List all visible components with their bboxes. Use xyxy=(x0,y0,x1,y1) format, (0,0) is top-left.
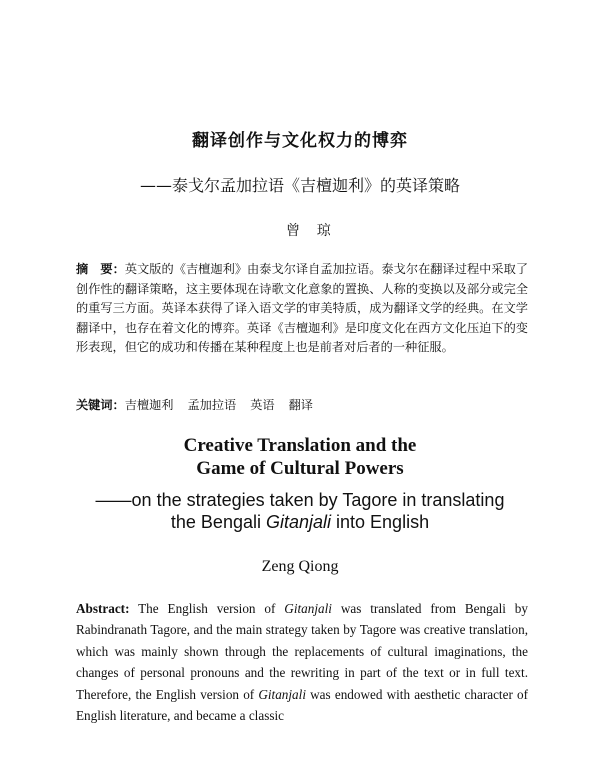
subtitle-italic: Gitanjali xyxy=(265,512,332,532)
subtitle-pre: the Bengali xyxy=(170,512,266,532)
keyword: 英语 xyxy=(250,398,275,412)
english-subtitle xyxy=(0,489,600,533)
english-title xyxy=(0,434,600,480)
chinese-title: 翻译创作与文化权力的博弈 xyxy=(192,131,408,151)
chinese-keywords xyxy=(76,396,528,413)
chinese-author: 曾琼 xyxy=(285,223,348,239)
english-abstract-part3: was endowed with aesthetic character of English literature, and became a classic xyxy=(76,686,528,724)
chinese-abstract-label: 摘 要： xyxy=(76,262,125,276)
english-abstract-part2: was translated from Bengali by Rabindranath Tagore, and the main strategy taken by Tagore was creative translation, which was mainly shown through the replacements of cultural imaginations, the changes of personal pronouns and the rewriting in part of the text or in full text. Therefore, the English version of xyxy=(76,601,528,702)
chinese-subtitle: ——泰戈尔孟加拉语《吉檀迦利》的英译策略 xyxy=(139,176,460,195)
english-author: Zeng Qiong xyxy=(261,558,339,575)
chinese-keywords-label: 关键词： xyxy=(76,398,125,412)
english-abstract-italic1: Gitanjali xyxy=(284,601,332,616)
english-title-line1: Creative Translation and the xyxy=(183,435,417,456)
chinese-abstract-text: 英文版的《吉檀迦利》由泰戈尔译自孟加拉语。泰戈尔在翻译过程中采取了创作性的翻译策略，这主要体现在诗歌文化意象的置换、人称的变换以及部分或完全的重写三方面。英译本获得了译入语文学的审美特质，成为翻译文学的经典。在文学翻译中，也存在着文化的博弈。英译《吉檀迦利》是印度文化在西方文化压迫下的变形表现，但它的成功和传播在某种程度上也是前者对后者的一种征服。 xyxy=(76,262,529,355)
english-abstract xyxy=(76,598,528,726)
english-abstract-part1: The English version of xyxy=(129,601,285,616)
english-subtitle-line2 xyxy=(0,511,600,533)
english-subtitle-line1: ——on the strategies taken by Tagore in translating xyxy=(95,490,505,510)
keyword: 翻译 xyxy=(288,398,313,412)
keyword: 孟加拉语 xyxy=(187,398,237,412)
subtitle-post: into English xyxy=(331,512,430,532)
keyword: 吉檀迦利 xyxy=(124,398,174,412)
english-title-line2: Game of Cultural Powers xyxy=(196,458,404,479)
chinese-abstract xyxy=(76,260,528,358)
english-abstract-label: Abstract: xyxy=(76,601,130,616)
english-abstract-italic2: Gitanjali xyxy=(258,686,306,702)
